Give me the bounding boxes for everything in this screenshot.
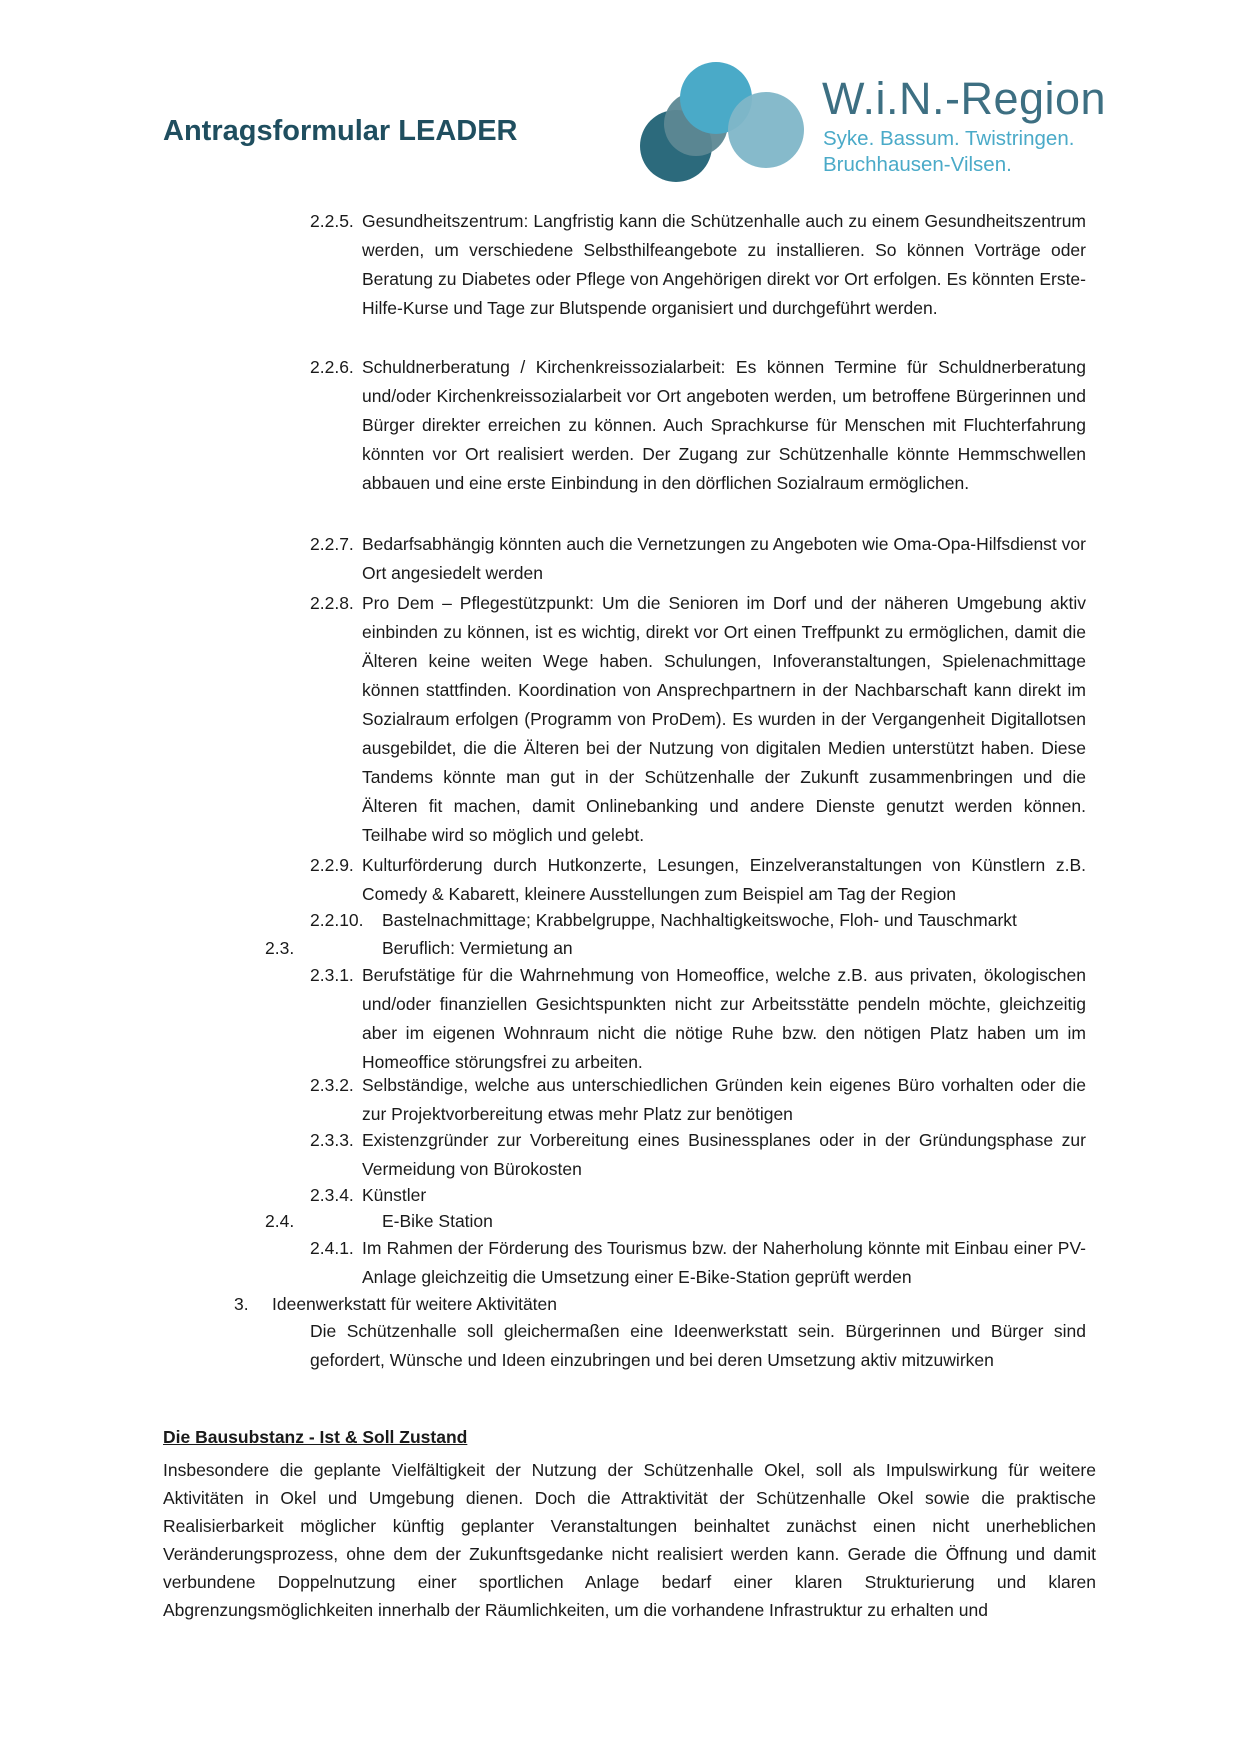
item-number: 2.3. bbox=[265, 938, 295, 958]
item-text: Ideenwerkstatt für weitere Aktivitäten bbox=[272, 1294, 557, 1314]
item-text: Bastelnachmittage; Krabbelgruppe, Nachhaltigkeitswoche, Floh- und Tauschmarkt bbox=[382, 910, 1017, 930]
section-heading: Die Bausubstanz - Ist & Soll Zustand bbox=[163, 1427, 468, 1447]
item-text: Selbständige, welche aus unterschiedlichen Gründen kein eigenes Büro vorhalten oder die zur Projektvorbereitung etwas mehr Platz zur benötigen bbox=[362, 1075, 1086, 1124]
body-paragraph: Insbesondere die geplante Vielfältigkeit der Nutzung der Schützenhalle Okel, soll als Impulswirkung für weitere Aktivitäten in Okel und Umgebung dienen. Doch die Attraktivität der Schützenhalle Okel sowie die praktische Realisierbarkeit möglicher künftig geplanter Veranstaltungen beinhaltet zunächst einen nicht unerheblichen Veränderungsprozess, ohne dem der Zukunftsgedanke nicht realisiert werden kann. Gerade die Öffnung und damit verbundene Doppelnutzung einer sportlichen Anlage bedarf einer klaren Strukturierung und klaren Abgrenzungsmöglichkeiten innerhalb der Räumlichkeiten, um die vorhandene Infrastruktur zu erhalten und bbox=[163, 1460, 1096, 1620]
page-title: Antragsformular LEADER bbox=[163, 115, 518, 147]
item-number: 2.2.10. bbox=[310, 910, 364, 930]
item-number: 2.3.1. bbox=[310, 965, 354, 985]
item-number: 2.4. bbox=[265, 1211, 295, 1231]
item-text: Existenzgründer zur Vorbereitung eines Businessplanes oder in der Gründungsphase zur Vermeidung von Bürokosten bbox=[362, 1130, 1086, 1179]
logo-subtitle-line1: Syke. Bassum. Twistringen. bbox=[823, 127, 1075, 150]
item-number: 2.4.1. bbox=[310, 1238, 354, 1258]
item-text: Im Rahmen der Förderung des Tourismus bzw. der Naherholung könnte mit Einbau einer PV-Anlage gleichzeitig die Umsetzung einer E-Bike-Station geprüft werden bbox=[362, 1238, 1086, 1287]
item-number: 2.2.7. bbox=[310, 534, 354, 554]
item-number: 2.2.8. bbox=[310, 593, 354, 613]
item-text: E-Bike Station bbox=[382, 1211, 493, 1231]
item-text: Pro Dem – Pflegestützpunkt: Um die Senioren im Dorf und der näheren Umgebung aktiv einbinden zu können, ist es wichtig, direkt vor Ort einen Treffpunkt zu ermöglichen, damit die Älteren keine weiten Wege haben. Schulungen, Infoveranstaltungen, Spielenachmittage können stattfinden. Koordination von Ansprechpartnern in der Nachbarschaft kann direkt im Sozialraum erfolgen (Programm von ProDem). Es wurden in der Vergangenheit Digitallotsen ausgebildet, die die Älteren bei der Nutzung von digitalen Medien unterstützt haben. Diese Tandems könnte man gut in der Schützenhalle der Zukunft zusammenbringen und die Älteren fit machen, damit Onlinebanking und andere Dienste genutzt werden können. Teilhabe wird so möglich und gelebt. bbox=[362, 593, 1086, 845]
item-text: Gesundheitszentrum: Langfristig kann die Schützenhalle auch zu einem Gesundheitszentrum werden, um verschiedene Selbsthilfeangebote zu installieren. So können Vorträge oder Beratung zu Diabetes oder Pflege von Angehörigen direkt vor Ort erfolgen. Es könnten Erste-Hilfe-Kurse und Tage zur Blutspende organisiert und durchgeführt werden. bbox=[362, 211, 1086, 318]
item-text: Bedarfsabhängig könnten auch die Vernetzungen zu Angeboten wie Oma-Opa-Hilfsdienst vor Ort angesiedelt werden bbox=[362, 534, 1086, 583]
item-text: Künstler bbox=[362, 1185, 427, 1205]
item-text: Berufstätige für die Wahrnehmung von Homeoffice, welche z.B. aus privaten, ökologischen und/oder finanziellen Gesichtspunkten nicht zur Arbeitsstätte pendeln möchte, gleichzeitig aber im eigenen Wohnraum nicht die nötige Ruhe bzw. den nötigen Platz haben um im Homeoffice störungsfrei zu arbeiten. bbox=[362, 965, 1086, 1072]
item-text: Kulturförderung durch Hutkonzerte, Lesungen, Einzelveranstaltungen von Künstlern z.B. Comedy & Kabarett, kleinere Ausstellungen zum Beispiel am Tag der Region bbox=[362, 855, 1086, 904]
item-number: 2.2.9. bbox=[310, 855, 354, 875]
item-number: 2.3.2. bbox=[310, 1075, 354, 1095]
item-number: 3. bbox=[234, 1294, 249, 1314]
item-text: Schuldnerberatung / Kirchenkreissozialarbeit: Es können Termine für Schuldnerberatung und/oder Kirchenkreissozialarbeit vor Ort angeboten werden, um betroffene Bürgerinnen und Bürger direkter erreichen zu können. Auch Sprachkurse für Menschen mit Fluchterfahrung könnten vor Ort realisiert werden. Der Zugang zur Schützenhalle könnte Hemmschwellen abbauen und eine erste Einbindung in den dörflichen Sozialraum ermöglichen. bbox=[362, 357, 1086, 493]
item-number: 2.2.6. bbox=[310, 357, 354, 377]
item-text: Beruflich: Vermietung an bbox=[382, 938, 573, 958]
item-number: 2.3.4. bbox=[310, 1185, 354, 1205]
logo-circles-icon bbox=[636, 56, 816, 190]
logo-circle-pale bbox=[728, 92, 804, 168]
item-number: 2.2.5. bbox=[310, 211, 354, 231]
logo-name: W.i.N.-Region bbox=[822, 73, 1107, 124]
item-number: 2.3.3. bbox=[310, 1130, 354, 1150]
logo-subtitle-line2: Bruchhausen-Vilsen. bbox=[823, 153, 1012, 176]
win-region-logo bbox=[636, 56, 1116, 190]
item-text: Die Schützenhalle soll gleichermaßen eine Ideenwerkstatt sein. Bürgerinnen und Bürger sind gefordert, Wünsche und Ideen einzubringen und bei deren Umsetzung aktiv mitzuwirken bbox=[310, 1321, 1086, 1370]
